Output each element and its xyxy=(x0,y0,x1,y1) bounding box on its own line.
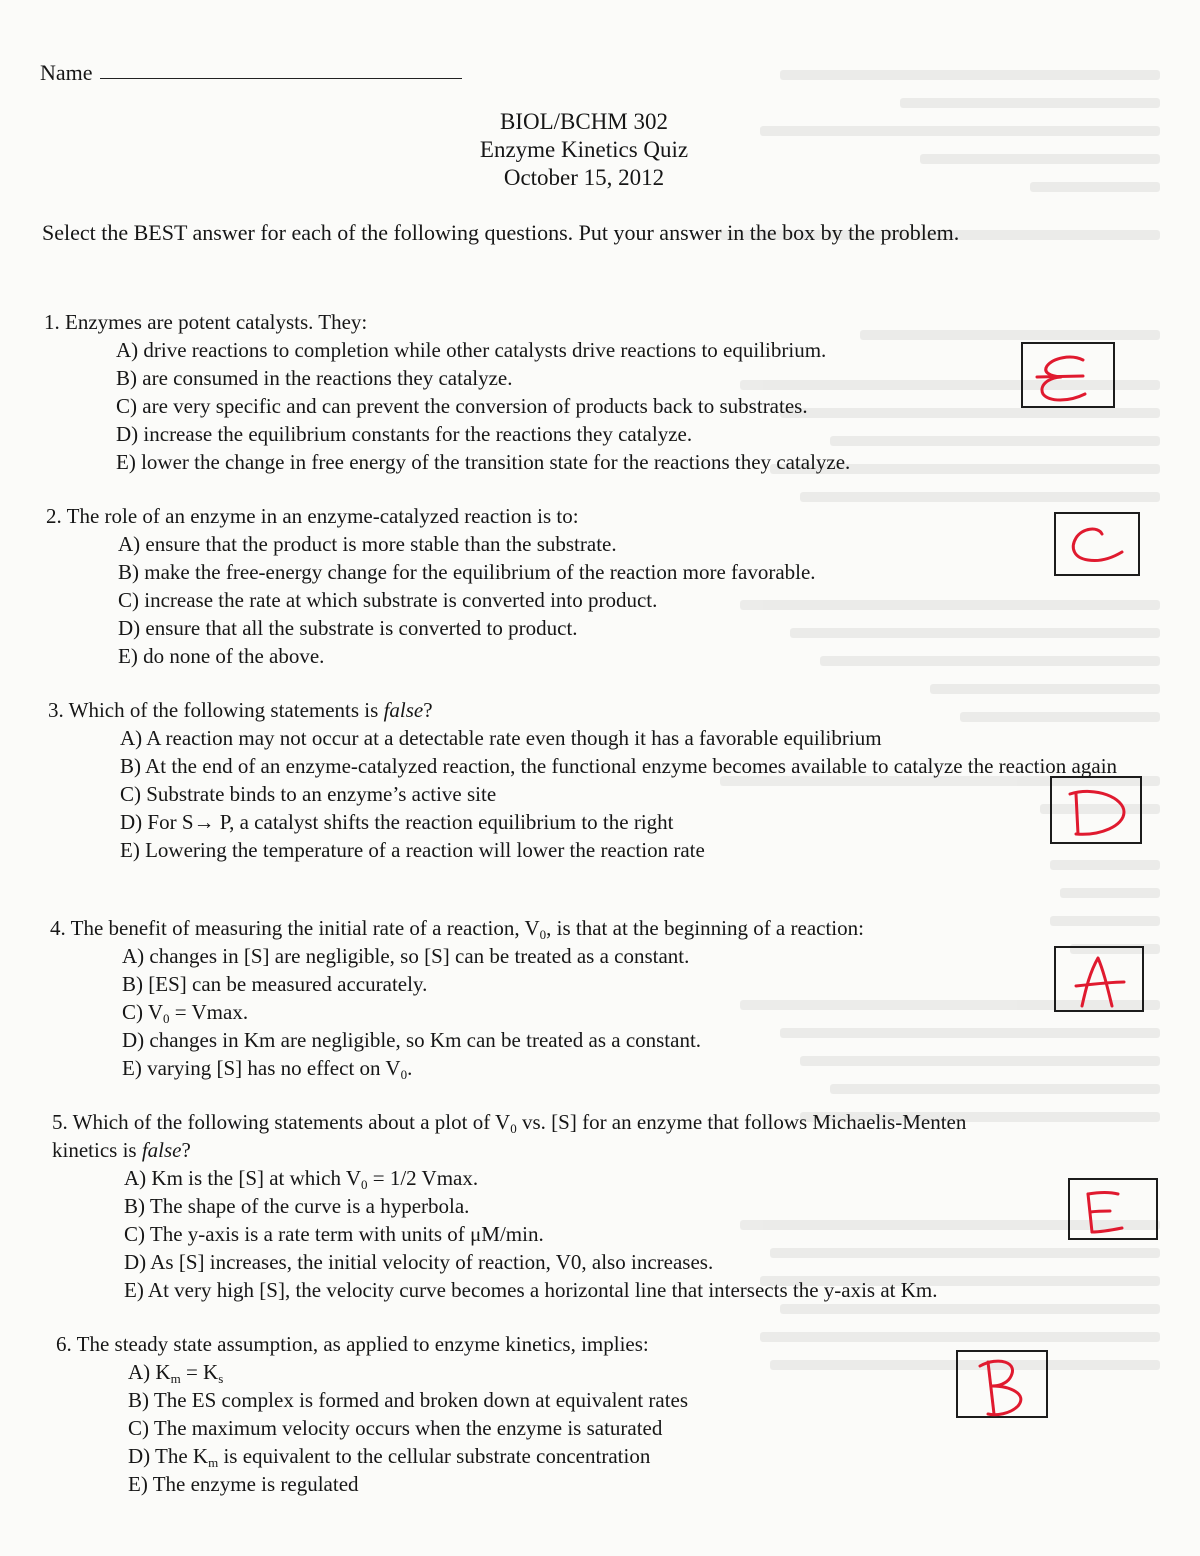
answer-box-1[interactable] xyxy=(1021,342,1115,408)
quiz-header xyxy=(384,108,784,192)
option-b: B) At the end of an enzyme-catalyzed reaction, the functional enzyme becomes available to catalyze the reaction again xyxy=(120,754,1118,778)
option-e: E) The enzyme is regulated xyxy=(128,1472,359,1496)
quiz-title: Enzyme Kinetics Quiz xyxy=(479,137,689,162)
question-5 xyxy=(52,1108,966,1304)
option-b: B) The shape of the curve is a hyperbola. xyxy=(124,1194,470,1218)
question-1 xyxy=(44,308,850,476)
answer-box-6[interactable] xyxy=(956,1350,1048,1418)
option-c: C) The maximum velocity occurs when the enzyme is saturated xyxy=(128,1416,663,1440)
question-stem: 2. The role of an enzyme in an enzyme-catalyzed reaction is to: xyxy=(46,504,579,528)
question-stem: 4. The benefit of measuring the initial rate of a reaction, $V_0$, is that at the beginning of a reaction: xyxy=(50,916,864,942)
handwritten-answer-d xyxy=(1052,778,1144,846)
quiz-date: October 15, 2012 xyxy=(503,165,665,190)
option-a: A) $K_m = K_s$ xyxy=(128,1360,224,1386)
answer-box-5[interactable] xyxy=(1068,1178,1158,1240)
option-a: A) ensure that the product is more stable than the substrate. xyxy=(118,532,617,556)
option-b: B) are consumed in the reactions they catalyze. xyxy=(116,366,513,390)
option-d: D) As [S] increases, the initial velocity of reaction, V0, also increases. xyxy=(124,1250,714,1274)
option-d: D) ensure that all the substrate is converted to product. xyxy=(118,616,578,640)
option-a: A) Km is the [S] at which $V_0 = 1/2$ Vmax. xyxy=(124,1166,479,1192)
handwritten-answer-e xyxy=(1023,344,1117,410)
option-a: A) A reaction may not occur at a detectable rate even though it has a favorable equilibrium xyxy=(120,726,882,750)
option-c: C) $V_0 = Vmax$. xyxy=(122,1000,249,1026)
question-2 xyxy=(46,502,816,670)
option-e: E) varying [S] has no effect on $V_0$. xyxy=(122,1056,413,1082)
option-c: C) are very specific and can prevent the conversion of products back to substrates. xyxy=(116,394,808,418)
option-b: B) [ES] can be measured accurately. xyxy=(122,972,428,996)
name-label: Name xyxy=(40,60,93,85)
answer-box-2[interactable] xyxy=(1054,512,1140,576)
course-code: BIOL/BCHM 302 xyxy=(499,109,669,134)
option-e: E) Lowering the temperature of a reaction will lower the reaction rate xyxy=(120,838,705,862)
question-4 xyxy=(50,914,864,1082)
option-a: A) drive reactions to completion while other catalysts drive reactions to equilibrium. xyxy=(116,338,827,362)
option-d: D) changes in Km are negligible, so Km can be treated as a constant. xyxy=(122,1028,702,1052)
handwritten-answer-a xyxy=(1056,948,1146,1014)
option-b: B) The ES complex is formed and broken down at equivalent rates xyxy=(128,1388,689,1412)
question-stem: 3. Which of the following statements is false? xyxy=(48,698,433,722)
option-c: C) The y-axis is a rate term with units of μM/min. xyxy=(124,1222,544,1246)
question-stem: 5. Which of the following statements about a plot of $V_0$ vs. [S] for an enzyme that follows Michaelis-Menten xyxy=(52,1110,967,1136)
option-e: E) At very high [S], the velocity curve becomes a horizontal line that intersects the y-axis at Km. xyxy=(124,1278,938,1302)
answer-box-3[interactable] xyxy=(1050,776,1142,844)
question-stem: 1. Enzymes are potent catalysts. They: xyxy=(44,310,368,334)
question-stem-line-2: kinetics is false? xyxy=(52,1138,191,1162)
question-stem: 6. The steady state assumption, as applied to enzyme kinetics, implies: xyxy=(56,1332,649,1356)
option-b: B) make the free-energy change for the equilibrium of the reaction more favorable. xyxy=(118,560,816,584)
instructions: Select the BEST answer for each of the following questions. Put your answer in the box by the problem. xyxy=(42,220,960,245)
option-c: C) increase the rate at which substrate is converted into product. xyxy=(118,588,658,612)
handwritten-answer-b xyxy=(958,1352,1050,1420)
question-6 xyxy=(56,1330,688,1498)
handwritten-answer-e xyxy=(1070,1180,1160,1242)
option-e: E) do none of the above. xyxy=(118,644,325,668)
option-c: C) Substrate binds to an enzyme’s active site xyxy=(120,782,497,806)
option-a: A) changes in [S] are negligible, so [S] can be treated as a constant. xyxy=(122,944,690,968)
question-3 xyxy=(48,696,1148,864)
option-d: D) For S→ P, a catalyst shifts the reaction equilibrium to the right xyxy=(120,810,674,834)
answer-box-4[interactable] xyxy=(1054,946,1144,1012)
option-d: D) The $K_m$ is equivalent to the cellular substrate concentration xyxy=(128,1444,651,1470)
option-d: D) increase the equilibrium constants for the reactions they catalyze. xyxy=(116,422,693,446)
option-e: E) lower the change in free energy of the transition state for the reactions they catalyze. xyxy=(116,450,851,474)
handwritten-answer-c xyxy=(1056,514,1142,578)
name-field-line[interactable] xyxy=(100,78,462,79)
